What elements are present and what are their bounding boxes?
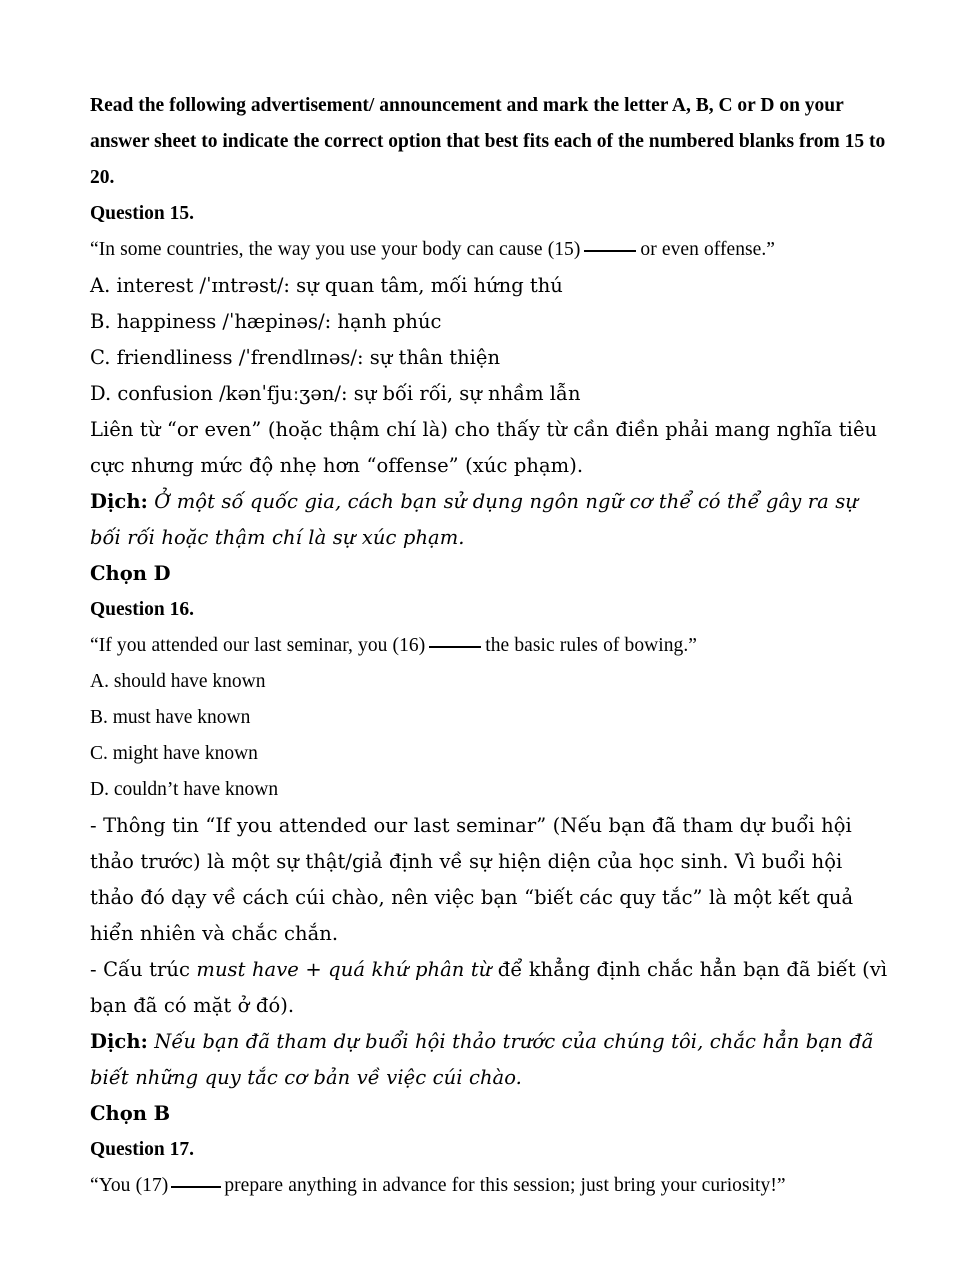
explanation-16-2 [90,952,890,1024]
question-label-15: Question 15. [90,203,195,224]
translation-body-15: Ở một số quốc gia, cách bạn sử dụng ngôn ngữ cơ thể có thể gây ra sự bối rối hoặc thậm chí là sự xúc phạm. [90,490,858,549]
question-stem-15 [90,232,890,268]
explanation-16-2-run-2: để khẳng định chắc hẳn bạn đã biết (vì bạn đã có mặt ở đó). [90,958,888,1017]
explanation-15-1: Liên từ “or even” (hoặc thậm chí là) cho thấy từ cần điền phải mang nghĩa tiêu cực nhưng mức độ nhẹ hơn “offense” (xúc phạm). [90,418,878,477]
answer-key-16: Chọn B [90,1102,171,1125]
stem-text-before-17: “You (17) [90,1175,169,1196]
translation-16 [90,1024,890,1096]
option-d-16: D. couldn’t have known [90,779,279,800]
answer-blank-16 [429,646,481,648]
stem-text-after-17: prepare anything in advance for this session; just bring your curiosity!” [224,1175,786,1196]
answer-blank-15 [584,250,636,252]
question-stem-16 [90,628,890,664]
translation-label-15: Dịch: [90,490,148,513]
option-b-16: B. must have known [90,707,251,728]
translation-body-16: Nếu bạn đã tham dự buổi hội thảo trước của chúng tôi, chắc hẳn bạn đã biết những quy tắc cơ bản về việc cúi chào. [90,1030,874,1089]
option-a-15: A. interest /ˈɪntrəst/: sự quan tâm, mối hứng thú [90,274,563,297]
instruction-heading: Read the following advertisement/ announcement and mark the letter A, B, C or D on your answer sheet to indicate the correct option that best fits each of the numbered blanks from 15 to 20. [90,95,886,188]
stem-text-before-15: “In some countries, the way you use your body can cause (15) [90,239,581,260]
option-c-16: C. might have known [90,743,258,764]
answer-blank-17 [171,1186,221,1188]
stem-text-before-16: “If you attended our last seminar, you (16) [90,635,426,656]
answer-key-15: Chọn D [90,562,171,585]
option-c-15: C. friendliness /ˈfrendlɪnəs/: sự thân thiện [90,346,501,369]
explanation-16-2-run-0: - Cấu trúc [90,958,197,981]
stem-text-after-15: or even offense.” [640,239,776,260]
translation-15 [90,484,890,556]
stem-text-after-16: the basic rules of bowing.” [485,635,697,656]
question-label-17: Question 17. [90,1139,195,1160]
option-b-15: B. happiness /ˈhæpinəs/: hạnh phúc [90,310,442,333]
question-label-16: Question 16. [90,599,195,620]
option-a-16: A. should have known [90,671,266,692]
option-d-15: D. confusion /kənˈfjuːʒən/: sự bối rối, sự nhầm lẫn [90,382,581,405]
explanation-16-2-run-1: must have + quá khứ phân từ [196,958,492,981]
translation-label-16: Dịch: [90,1030,148,1053]
question-stem-17 [90,1168,890,1204]
explanation-16-1: - Thông tin “If you attended our last seminar” (Nếu bạn đã tham dự buổi hội thảo trước) là một sự thật/giả định về sự hiện diện của học sinh. Vì buổi hội thảo đó dạy về cách cúi chào, nên việc bạn “biết các quy tắc” là một kết quả hiển nhiên và chắc chắn. [90,814,854,945]
